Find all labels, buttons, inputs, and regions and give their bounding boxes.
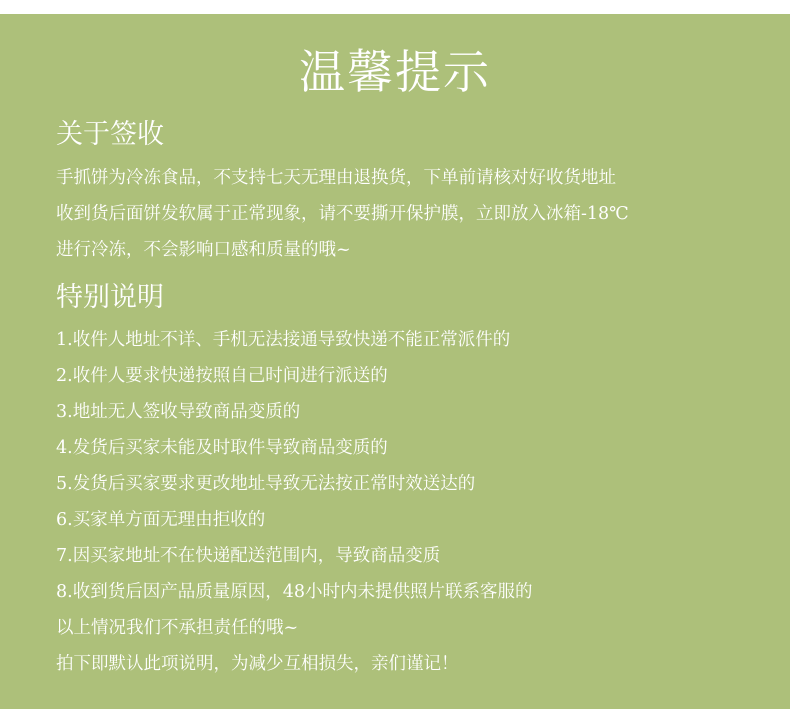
section-heading-special-notes: 特别说明 [56, 282, 164, 313]
list-item: 6.买家单方面无理由拒收的 [56, 510, 266, 530]
notice-panel [0, 14, 790, 709]
body-line: 进行冷冻，不会影响口感和质量的哦~ [56, 240, 351, 260]
disclaimer-line: 拍下即默认此项说明，为减少互相损失，亲们谨记！ [56, 654, 459, 674]
section-heading-signing: 关于签收 [56, 119, 164, 150]
list-item: 3.地址无人签收导致商品变质的 [56, 402, 301, 422]
page-title: 温馨提示 [299, 45, 491, 99]
list-item: 4.发货后买家未能及时取件导致商品变质的 [56, 438, 388, 458]
section-body-special-notes [56, 322, 756, 682]
list-item: 2.收件人要求快递按照自己时间进行派送的 [56, 366, 388, 386]
body-line: 手抓饼为冷冻食品，不支持七天无理由退换货，下单前请核对好收货地址 [56, 168, 616, 188]
section-body-signing [56, 160, 756, 268]
list-item: 1.收件人地址不详、手机无法接通导致快递不能正常派件的 [56, 330, 511, 350]
body-line: 收到货后面饼发软属于正常现象，请不要撕开保护膜，立即放入冰箱-18℃ [56, 204, 629, 224]
list-item: 8.收到货后因产品质量原因，48小时内未提供照片联系客服的 [56, 582, 533, 602]
disclaimer-line: 以上情况我们不承担责任的哦~ [56, 618, 299, 638]
list-item: 7.因买家地址不在快递配送范围内，导致商品变质 [56, 546, 441, 566]
list-item: 5.发货后买家要求更改地址导致无法按正常时效送达的 [56, 474, 476, 494]
